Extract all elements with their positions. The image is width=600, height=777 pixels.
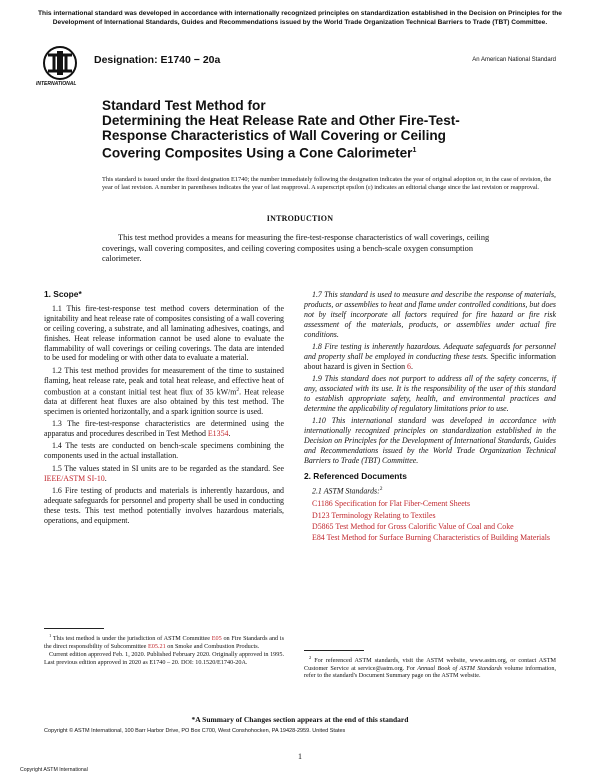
copyright-line: Copyright © ASTM International, 100 Barr Harbor Drive, PO Box C700, West Conshohocken, PA 19428-2959. United States <box>44 728 346 734</box>
astm-logo <box>38 45 82 91</box>
footnote-2-text-a: For referenced ASTM standards, visit the ASTM website, www.astm.org, or contact ASTM Customer Service at service@astm.org. For <box>304 657 556 672</box>
p8-text-b: Specific information about hazard is given in Section <box>304 351 556 371</box>
p5-text-a: 1.5 The values stated in SI units are to be regarded as the standard. See <box>52 463 284 473</box>
p8-text-c: . <box>410 361 413 371</box>
paragraph-1-3 <box>44 419 284 439</box>
paragraph-1-9: 1.9 This standard does not purport to address all of the safety concerns, if any, associated with its use. It is the responsibility of the user of this standard to establish appropriate safety, health, and environmental practices and determine the applicability of regulatory limitations prior to use. <box>304 374 556 413</box>
reference-title[interactable]: Terminology Relating to Textiles <box>331 510 436 520</box>
p3-text-b: . <box>228 429 231 439</box>
link-e05-21[interactable]: E05.21 <box>147 642 166 650</box>
national-standard-label: An American National Standard <box>472 57 556 63</box>
reference-item[interactable] <box>312 511 556 521</box>
reference-title[interactable]: Test Method for Surface Burning Characteristics of Building Materials <box>326 532 550 542</box>
reference-item[interactable] <box>312 499 556 509</box>
title-main: Determining the Heat Release Rate and Other Fire-Test-Response Characteristics of Wall Covering or Ceiling Covering Composites Using a Cone Calorimeter <box>102 113 460 161</box>
introduction-heading: INTRODUCTION <box>266 214 334 223</box>
paragraph-1-8 <box>304 342 556 372</box>
right-column <box>304 290 556 544</box>
reference-code[interactable]: D5865 <box>312 521 334 531</box>
paragraph-1-5 <box>44 464 284 484</box>
left-column <box>44 290 284 528</box>
footnote-1-text-c: on Smoke and Combustion Products. <box>165 642 260 650</box>
reference-item[interactable] <box>312 522 556 532</box>
p2-text-b: . Heat release data at different heat fluxes are also obtained by this test method. The specimen is oriented horizontally, and a spark ignition source is used. <box>44 387 285 416</box>
document-title <box>102 98 482 161</box>
reference-title[interactable]: Specification for Flat Fiber-Cement Sheets <box>334 499 471 509</box>
link-si10[interactable]: IEEE/ASTM SI-10 <box>44 473 105 483</box>
references-subheading <box>304 485 556 497</box>
page-number: 1 <box>298 752 302 761</box>
issuance-statement: This standard is issued under the fixed designation E1740; the number immediately following the designation indicates the year of original adoption or, in the case of revision, the year of last revision. A number in parentheses indicates the year of last reapproval. A superscript epsilon (ε) indicates an editorial change since the last revision or reapproval. <box>102 176 552 192</box>
link-e05[interactable]: E05 <box>211 635 222 643</box>
footnote-2-italic: Annual Book of ASTM Standards <box>417 664 503 672</box>
link-section-6[interactable]: 6 <box>407 361 411 371</box>
introduction-text: This test method provides a means for measuring the fire-test-response characteristics of wall coverings, ceiling coverings, wall covering composites, and ceiling covering composites using a bench-scale oxygen consumption calorimeter. <box>102 233 490 263</box>
reference-code[interactable]: C1186 <box>312 499 333 509</box>
p3-text-a: 1.3 The fire-test-response characteristics are determined using the apparatus and procedures described in Test Method <box>44 419 284 439</box>
footnote-2: $^2$ For referenced ASTM standards, visit the ASTM website, www.astm.org, or contact ASTM Customer Service at service@astm.org. For Annual Book of ASTM Standards volume information, refer to the standard's Document Summary page on the ASTM website. <box>304 655 557 680</box>
summary-of-changes-note: *A Summary of Changes section appears at the end of this standard <box>191 715 409 724</box>
footnote-1-text-a: This test method is under the jurisdiction of ASTM Committee <box>52 635 212 643</box>
reference-item[interactable] <box>312 533 556 543</box>
title-line-1: Standard Test Method for <box>102 98 266 113</box>
footnote-1: $^1$ This test method is under the jurisdiction of ASTM Committee E05 on Fire Standards and is the direct responsibility of Subcommittee E05.21 on Smoke and Combustion Products. <box>44 633 284 650</box>
tbt-notice: This international standard was developed in accordance with internationally recognized principles on standardization established in the Decision on Principles for the Development of International Standards, Guides and Recommendations issued by the World Trade Organization Technical Barriers to Trade (TBT) Committee. <box>38 10 562 26</box>
paragraph-1-6: 1.6 Fire testing of products and materials is inherently hazardous, and adequate safeguards for personnel and property shall be used in conducting these tests. This test method potentially involves hazardous materials, operations, and equipment. <box>44 485 284 525</box>
references-heading: 2. Referenced Documents <box>304 470 407 481</box>
bottom-copyright: Copyright ASTM International <box>20 767 88 773</box>
paragraph-1-7: 1.7 This standard is used to measure and describe the response of materials, products, or assemblies to heat and flame under controlled conditions, but does not by itself incorporate all factors required for fire hazard or fire risk assessment of the materials, products, or assemblies under actual fire conditions. <box>304 290 556 339</box>
paragraph-1-2 <box>44 366 284 417</box>
paragraph-1-4: 1.4 The tests are conducted on bench-scale specimens combining the components used in the actual installation. <box>44 441 284 461</box>
p2-superscript: 2 <box>236 386 240 393</box>
footnote-rule <box>44 628 104 629</box>
designation: Designation: E1740 − 20a <box>94 54 221 66</box>
right-footnotes <box>304 650 556 681</box>
scope-heading: 1. Scope* <box>44 289 82 299</box>
logo-text: INTERNATIONAL <box>36 81 77 87</box>
references-sub-sup: 2 <box>379 486 383 493</box>
footnote-edition: Current edition approved Feb. 1, 2020. Published February 2020. Originally approved in 1995. Last previous edition approved in 2020 as E1740 – 20. DOI: 10.1520/E1740-20A. <box>44 651 284 667</box>
p5-text-b: . <box>104 473 107 483</box>
footnote-rule <box>304 650 364 651</box>
left-footnotes <box>44 628 284 668</box>
link-e1354[interactable]: E1354 <box>207 429 229 439</box>
paragraph-1-10: 1.10 This international standard was developed in accordance with internationally recognized principles on standardization established in the Decision on Principles for the Development of International Standards, Guides and Recommendations issued by the World Trade Organization Technical Barriers to Trade (TBT) Committee. <box>304 416 556 465</box>
title-line-2 <box>102 113 482 161</box>
reference-code[interactable]: E84 <box>312 532 325 542</box>
reference-list <box>304 499 556 542</box>
p8-text-a: 1.8 Fire testing is inherently hazardous. Adequate safeguards for personnel and property shall be employed in conducting these tests. <box>304 341 556 361</box>
p2-text-a: 1.2 This test method provides for measurement of the time to sustained flaming, heat release rate, peak and total heat release, and effective heat of combustion at a constant initial test heat flux of 35 kW/m <box>44 365 284 397</box>
reference-title[interactable]: Test Method for Gross Calorific Value of Coal and Coke <box>335 521 514 531</box>
title-footnote-marker: 1 <box>412 147 417 154</box>
references-sub-label: 2.1 ASTM Standards: <box>312 487 380 497</box>
footnote-1-text-b: on Fire Standards and is the direct responsibility of Subcommittee <box>44 635 284 650</box>
reference-code[interactable]: D123 <box>312 510 330 520</box>
paragraph-1-1: 1.1 This fire-test-response test method covers determination of the ignitability and heat release rate of composites consisting of a wall covering or ceiling covering, a substrate, and all laminating adhesives, coatings, and finishes. Heat release information cannot be used alone to evaluate the flammability of wall coverings or ceiling coverings. The data are intended to be used for modeling or with other data to evaluate a material. <box>44 303 284 363</box>
footnote-2-text-b: volume information, refer to the standard's Document Summary page on the ASTM website. <box>304 664 557 680</box>
